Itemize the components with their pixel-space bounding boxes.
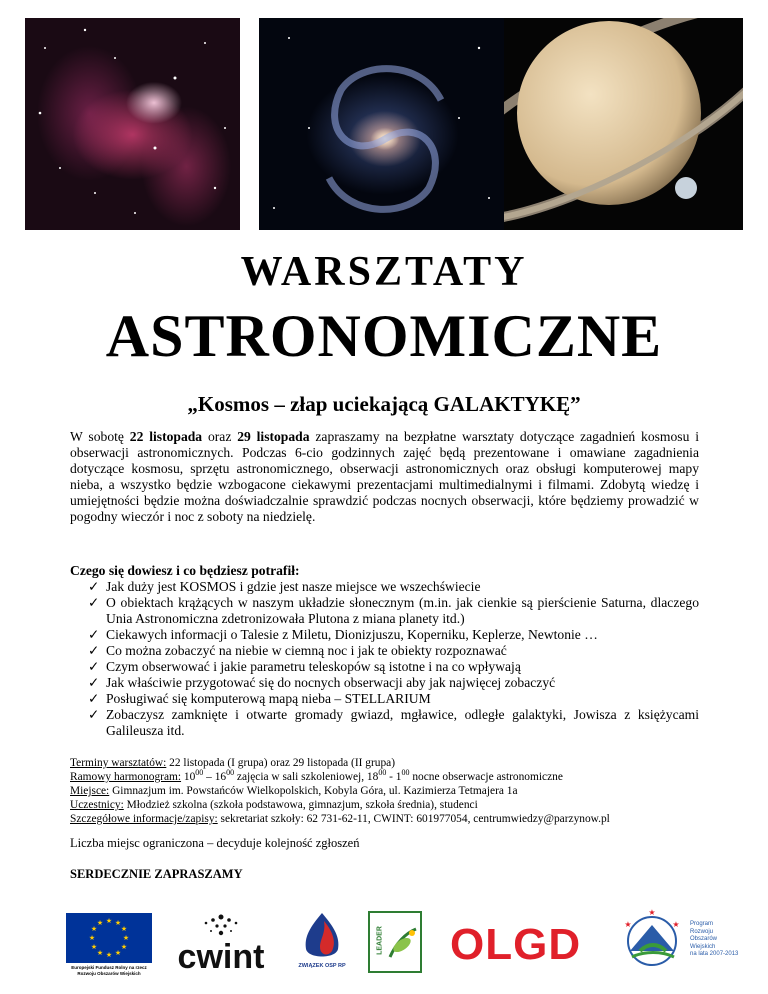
learn-section	[70, 563, 699, 739]
nebula-photo	[25, 18, 240, 230]
list-item: ✓ Posługiwać się komputerową mapą nieba – STELLARIUM	[88, 691, 431, 706]
prow-line-3: Obszarów	[690, 936, 718, 942]
checkmark-icon: ✓	[88, 595, 100, 610]
prow-line-4: Wiejskich	[690, 943, 716, 950]
svg-text:★: ★	[90, 943, 98, 951]
checkmark-icon: ✓	[88, 643, 100, 658]
title-line-1: WARSZTATY	[240, 249, 528, 295]
spiral-galaxy-photo	[259, 18, 506, 230]
cwint-wordmark: cwint	[177, 938, 265, 976]
svg-text:★: ★	[114, 919, 122, 927]
checkmark-icon: ✓	[88, 659, 100, 674]
svg-text:★: ★	[105, 951, 113, 959]
list-item: ✓ Co można zobaczyć na niebie w ciemną noc i jak te obiekty rozpoznawać	[88, 643, 507, 658]
terms-line: Terminy warsztatów: 22 listopada (I grupa) oraz 29 listopada (II grupa)	[70, 757, 395, 769]
schedule-line: Ramowy harmonogram: $10^{00} - 16^{00}$ zajęcia w sali szkoleniowej, $18^{00} - 1^{00}$ nocne obserwacje astronomiczne	[70, 768, 563, 783]
svg-text:★: ★	[120, 925, 128, 933]
date-2: 29 listopada	[237, 429, 310, 444]
details-line: Szczegółowe informacje/zapisy: sekretariat szkoły: 62 731-62-11, CWINT: 601977054, centrumwiedzy@parzynow.pl	[70, 813, 610, 825]
eu-caption-1: Europejski Fundusz Rolny na rzecz	[71, 965, 147, 970]
svg-text:★: ★	[122, 934, 130, 942]
subtitle: „Kosmos – złap uciekającą GALAKTYKĘ”	[187, 392, 581, 416]
title-line-2: ASTRONOMICZNE	[105, 303, 663, 369]
saturn-photo	[504, 18, 743, 230]
list-item: ✓ Zobaczysz zamknięte i otwarte gromady gwiazd, mgławice, odległe galaktyki, Jowisza z księżycami Galileusza itd.	[88, 707, 699, 738]
eu-logo	[66, 913, 152, 977]
learn-heading: Czego się dowiesz i co będziesz potrafił:	[70, 563, 300, 578]
eu-caption-2: Rozwoju Obszarów Wiejskich	[77, 971, 141, 976]
header-photos	[25, 18, 743, 230]
list-item: ✓ Czym obserwować i jakie parametru teleskopów są istotne i na co wpływają	[88, 659, 521, 674]
cwint-logo	[168, 913, 274, 977]
leader-logo	[368, 911, 422, 973]
list-item: ✓ Jak właściwie przygotować się do nocnych obserwacji aby jak najwięcej zobaczyć	[88, 675, 556, 690]
svg-text:★: ★	[120, 943, 128, 951]
checkmark-icon: ✓	[88, 691, 100, 706]
list-item: ✓ O obiektach krążących w naszym układzie słonecznym (m.in. jak cienkie są pierścienie Saturna, dlaczego Unia Astronomiczna zdetronizowała Plutona z miana planety itd.)	[88, 595, 699, 626]
info-block	[70, 756, 710, 826]
checkmark-icon: ✓	[88, 707, 100, 722]
list-item: ✓ Ciekawych informacji o Talesie z Miletu, Dionizjuszu, Koperniku, Keplerze, Newtonie …	[88, 627, 598, 642]
leader-label: LEADER	[376, 926, 384, 955]
svg-text:★: ★	[96, 919, 104, 927]
svg-text:★: ★	[648, 908, 656, 917]
prow-logo	[618, 907, 748, 977]
osp-caption: ZWIĄZEK OSP RP	[298, 963, 346, 969]
intro-paragraph: W sobotę 22 listopada oraz 29 listopada zapraszamy na bezpłatne warsztaty dotyczące zagadnień kosmosu i obserwacji astronomicznych. Podczas 6-cio godzinnych zajęć będą prezentowane i omawiane zagadnienia dotyczące kosmosu, sprzętu astronomicznego, obserwacji astronomicznych oraz obsługi komputerowej mapy nieba, a wszystko będzie wzbogacone ciekawymi prezentacjami multimedialnymi i filmami. Zdobytą wiedzę i umiejętności będzie można doświadczalnie sprawdzić podczas nocnych obserwacji, które będziemy prowadzić w pogodny wieczór i noc z soboty na niedzielę.	[70, 429, 700, 524]
svg-text:★: ★	[624, 920, 632, 929]
checkmark-icon: ✓	[88, 627, 100, 642]
list-item: ✓ Jak duży jest KOSMOS i gdzie jest nasze miejsce we wszechświecie	[88, 579, 481, 594]
svg-text:★: ★	[96, 949, 104, 957]
limit-note: Liczba miejsc ograniczona – decyduje kolejność zgłoszeń	[70, 836, 360, 850]
svg-text:★: ★	[114, 949, 122, 957]
checkmark-icon: ✓	[88, 579, 100, 594]
svg-text:★: ★	[90, 925, 98, 933]
place-line: Miejsce: Gimnazjum im. Powstańców Wielkopolskich, Kobyla Góra, ul. Kazimierza Tetmajera 1a	[70, 785, 518, 797]
osp-logo	[290, 911, 354, 975]
learn-list	[70, 579, 699, 739]
participants-line: Uczestnicy: Młodzież szkolna (szkoła podstawowa, gimnazjum, szkoła średnia), studenci	[70, 799, 478, 811]
prow-line-5: na lata 2007-2013	[690, 951, 739, 957]
svg-text:★: ★	[672, 920, 680, 929]
invite-text: SERDECZNIE ZAPRASZAMY	[70, 867, 243, 881]
prow-line-1: Program	[690, 921, 714, 927]
sponsor-logos	[0, 905, 768, 985]
svg-text:★: ★	[105, 917, 113, 925]
checkmark-icon: ✓	[88, 675, 100, 690]
olgd-logo: OLGD	[450, 920, 582, 969]
prow-line-2: Rozwoju	[690, 928, 714, 935]
date-1: 22 listopada	[129, 429, 203, 444]
svg-text:★: ★	[88, 934, 96, 942]
